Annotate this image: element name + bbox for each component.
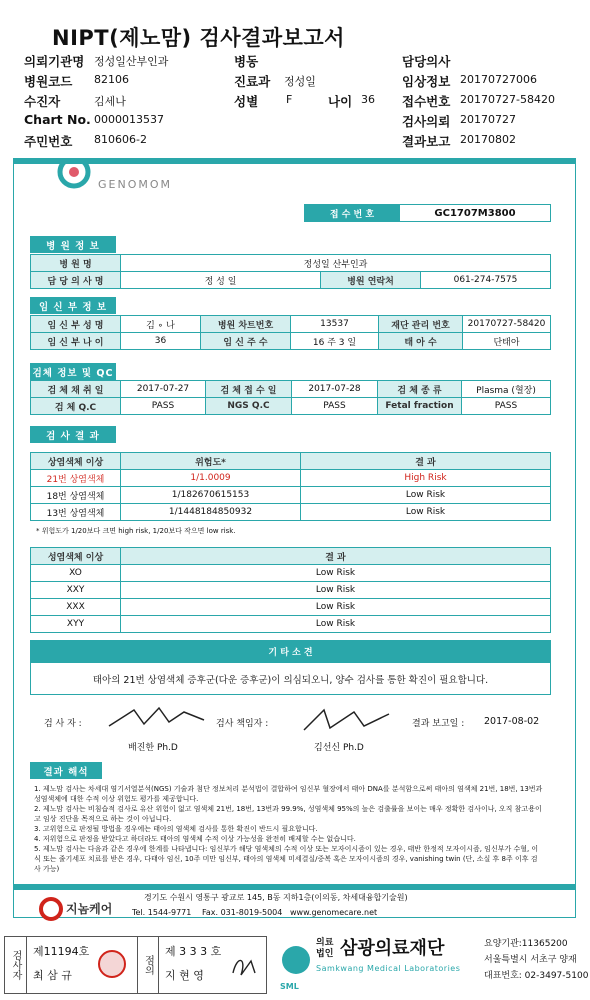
pregnant-table bbox=[30, 315, 551, 350]
pregnant-age-value: 36 bbox=[121, 333, 201, 350]
doctor-name-value: 정 성 일 bbox=[121, 272, 321, 289]
weeks-value: 16 주 3 일 bbox=[291, 333, 379, 350]
collect-label: 검 체 채 취 일 bbox=[31, 381, 121, 398]
footer-web: www.genomecare.net bbox=[290, 908, 378, 917]
footer-tel: Tel. 1544-9771 bbox=[132, 908, 192, 917]
sex-chromosome-table bbox=[30, 547, 551, 633]
interp-item-4: 4. 저위험으로 판정을 받았다고 하더라도 태아의 염색체 수적 이상 가능성을 완전히 배제할 수는 없습니다. bbox=[34, 835, 356, 843]
sex-row-xo: XO bbox=[31, 565, 121, 582]
reviewer-stamp-name: 지 현 영 bbox=[165, 969, 204, 982]
result-row-21-chromosome: 21번 상염색체 bbox=[31, 470, 121, 487]
other-findings-text: 태아의 21번 상염색체 증후군(다운 증후군)이 의심되오니, 양수 검사를 통한 확진이 필요합니다. bbox=[31, 663, 551, 695]
chart-label: 병원 차트번호 bbox=[201, 316, 291, 333]
type-label: 검 체 종 류 bbox=[378, 381, 462, 398]
doctor-label: 담당의사 bbox=[402, 54, 451, 69]
fetus-value: 단태아 bbox=[463, 333, 551, 350]
genomecare-logo-icon bbox=[38, 896, 66, 922]
interp-item-1: 1. 제노맘 검사는 차세대 염기서열분석(NGS) 기술과 첨단 정보처리 분석법이 결합하여 임신부 혈장에서 태아 DNA를 분석함으로써 태아의 염색체 21번, 18번, 13번과 성염색체에 대한 수적 이상 위험도 평가를 제공합니다. bbox=[34, 785, 543, 803]
report-date-caption: 결과 보고일 : bbox=[412, 719, 465, 729]
sex-label: 성별 bbox=[234, 94, 259, 109]
reviewer-caption: 점의 bbox=[137, 937, 159, 993]
result-row-18-result: Low Risk bbox=[301, 487, 551, 504]
ward-label: 병동 bbox=[234, 54, 259, 69]
receive-value: 2017-07-28 bbox=[292, 381, 378, 398]
type-value: Plasma (혈장) bbox=[462, 381, 551, 398]
accession-label: 접 수 번 호 bbox=[305, 205, 400, 222]
seal-icon bbox=[97, 949, 127, 979]
result-row-18-risk: 1/182670615153 bbox=[121, 487, 301, 504]
result-row-21-result: High Risk bbox=[301, 470, 551, 487]
report-sheet bbox=[13, 158, 576, 918]
collect-value: 2017-07-27 bbox=[121, 381, 206, 398]
interp-item-3: 3. 고위험으로 판정될 방법을 경우에는 태아의 염색체 검사를 통한 확진이 반드시 필요합니다. bbox=[34, 825, 318, 833]
accession-table bbox=[304, 204, 551, 222]
sex-header-abnormality: 성염색체 이상 bbox=[31, 548, 121, 565]
sml-line3: 대표번호: 02-3497-5100 bbox=[484, 971, 589, 981]
result-header-abnormality: 상염색체 이상 bbox=[31, 453, 121, 470]
responsible-name: 김선신 Ph.D bbox=[314, 743, 364, 753]
hospital-code-label: 병원코드 bbox=[24, 74, 73, 89]
foundation-label: 재단 관리 번호 bbox=[379, 316, 463, 333]
foundation-value: 20170727-58420 bbox=[463, 316, 551, 333]
hospital-name-value: 정성일산부인과 bbox=[94, 55, 169, 68]
receive-label: 검 체 접 수 일 bbox=[206, 381, 292, 398]
hospital-value: 정성일 산부인과 bbox=[121, 255, 551, 272]
sex-row-xyy-result: Low Risk bbox=[121, 616, 551, 633]
result-row-13-result: Low Risk bbox=[301, 504, 551, 521]
sml-name: 삼광의료재단 bbox=[340, 938, 445, 959]
chart-no-label: Chart No. bbox=[24, 112, 91, 127]
weeks-label: 임 신 주 수 bbox=[201, 333, 291, 350]
other-findings-table bbox=[30, 640, 551, 695]
sex-row-xyy: XYY bbox=[31, 616, 121, 633]
report-date-final: 2017-08-02 bbox=[484, 716, 540, 727]
hospital-code-value: 82106 bbox=[94, 73, 129, 86]
specimen-table bbox=[30, 380, 551, 415]
footer-address: 경기도 수원시 영통구 광교로 145, B동 지하1층(이의동, 차세대융합기술원) bbox=[144, 893, 408, 902]
sml-english: Samkwang Medical Laboratories bbox=[316, 964, 461, 973]
reviewer-signature bbox=[227, 951, 263, 981]
tester-signature bbox=[104, 704, 214, 734]
sml-logo-icon bbox=[280, 936, 312, 976]
result-row-13-risk: 1/1448184850932 bbox=[121, 504, 301, 521]
request-date-label: 검사의뢰 bbox=[402, 114, 451, 129]
section-hospital: 병 원 정 보 bbox=[30, 236, 116, 253]
pregnant-name-label: 임 신 부 성 명 bbox=[31, 316, 121, 333]
sex-row-xxx: XXX bbox=[31, 599, 121, 616]
sml-line2: 서울특별시 서초구 양재 bbox=[484, 955, 577, 965]
genomecare-brand: 지놈케어 bbox=[66, 902, 113, 916]
clinical-info-value: 20170727006 bbox=[460, 73, 537, 86]
other-findings-header: 기 타 소 견 bbox=[31, 641, 551, 663]
sex-header-result: 결 과 bbox=[121, 548, 551, 565]
genomom-logo-text: GENOMOM bbox=[98, 178, 173, 191]
hospital-label: 병 원 명 bbox=[31, 255, 121, 272]
result-row-21-risk: 1/1.0009 bbox=[121, 470, 301, 487]
section-result: 검 사 결 과 bbox=[30, 426, 116, 443]
tester-label: 검 사 자 : bbox=[44, 719, 82, 729]
chart-no-value: 0000013537 bbox=[94, 113, 164, 126]
qc-label: 검 체 Q.C bbox=[31, 398, 121, 415]
tester-stamp-name: 최 삼 규 bbox=[33, 969, 72, 982]
interp-item-2: 2. 제노맘 검사는 비침습적 검사로 유산 위험이 없고 염색체 21번, 18번, 13번과 99.9%, 성염색체 95%의 높은 검출률을 보이는 매우 정확한 검사이나, 오직 참고용이고 임상 진단을 목적으로 하는 것이 아닙니다. bbox=[34, 805, 542, 823]
result-header-risk: 위험도* bbox=[121, 453, 301, 470]
result-row-13-chromosome: 13번 상염색체 bbox=[31, 504, 121, 521]
receipt-no-value: 20170727-58420 bbox=[460, 93, 555, 106]
interpretation-text bbox=[34, 784, 544, 874]
header-info bbox=[24, 52, 576, 152]
sex-value: F bbox=[286, 93, 293, 106]
sex-row-xxy-result: Low Risk bbox=[121, 582, 551, 599]
report-date-value: 20170802 bbox=[460, 133, 516, 146]
genomom-logo bbox=[34, 164, 234, 198]
ff-label: Fetal fraction bbox=[378, 398, 462, 415]
patient-value: 김세나 bbox=[94, 95, 126, 108]
receipt-no-label: 접수번호 bbox=[402, 94, 451, 109]
section-pregnant: 임 신 부 정 보 bbox=[30, 297, 116, 314]
hospital-name-label: 의뢰기관명 bbox=[24, 54, 85, 69]
qc-value: PASS bbox=[121, 398, 206, 415]
tester-name: 배진한 Ph.D bbox=[128, 743, 178, 753]
doctor-name-label: 담 당 의 사 명 bbox=[31, 272, 121, 289]
responsible-label: 검사 책임자 : bbox=[216, 719, 269, 729]
age-label: 나이 bbox=[328, 94, 353, 109]
request-date-value: 20170727 bbox=[460, 113, 516, 126]
lab-stamp bbox=[4, 936, 267, 994]
ngs-value: PASS bbox=[292, 398, 378, 415]
result-header-result: 결 과 bbox=[301, 453, 551, 470]
responsible-signature bbox=[294, 702, 404, 736]
fetus-label: 태 아 수 bbox=[379, 333, 463, 350]
report-date-label: 결과보고 bbox=[402, 134, 451, 149]
section-interpretation: 결과 해석 bbox=[30, 762, 102, 779]
tester-license: 제11194호 bbox=[33, 945, 90, 958]
sml-brand bbox=[272, 934, 590, 996]
result-table bbox=[30, 452, 551, 521]
hospital-table bbox=[30, 254, 551, 289]
sex-row-xxx-result: Low Risk bbox=[121, 599, 551, 616]
patient-label: 수진자 bbox=[24, 94, 61, 109]
pregnant-name-value: 김 ∘ 나 bbox=[121, 316, 201, 333]
sml-line1: 요양기관:11365200 bbox=[484, 939, 568, 949]
interp-item-5: 5. 제노맘 검사는 다음과 같은 경우에 한계를 나타냅니다: 임신부가 해당 염색체의 수적 이상 또는 모자이시즘이 있는 경우, 태반 한정적 모자이시즘, 임신부가 수혈, 이식 또는 줄기세포 치료를 받은 경우, 다태아 임신, 10주 미만 임신부, 태아의 염색체 미세결실/중복 혹은 모자이시즘의 경우, vanishing twin (단, 소실 후 8주 이후 검사 가능) bbox=[34, 845, 539, 873]
risk-note: * 위험도가 1/20보다 크면 high risk, 1/20보다 작으면 low risk. bbox=[36, 527, 236, 535]
sex-row-xxy: XXY bbox=[31, 582, 121, 599]
age-value: 36 bbox=[361, 93, 375, 106]
page-title: NIPT(제노맘) 검사결과보고서 bbox=[52, 26, 345, 50]
ngs-label: NGS Q.C bbox=[206, 398, 292, 415]
pregnant-age-label: 임 신 부 나 이 bbox=[31, 333, 121, 350]
accession-value: GC1707M3800 bbox=[400, 205, 551, 222]
clinical-info-label: 임상정보 bbox=[402, 74, 451, 89]
section-specimen: 검체 정보 및 QC bbox=[30, 363, 116, 380]
reviewer-license: 제 3 3 3 호 bbox=[165, 945, 222, 958]
sex-row-xo-result: Low Risk bbox=[121, 565, 551, 582]
chart-value: 13537 bbox=[291, 316, 379, 333]
dept-value: 정성일 bbox=[284, 75, 316, 88]
resident-no-value: 810606-2 bbox=[94, 133, 147, 146]
tester-caption: 검사자 bbox=[5, 937, 27, 993]
dept-label: 진료과 bbox=[234, 74, 271, 89]
contact-label: 병원 연락처 bbox=[321, 272, 421, 289]
result-row-18-chromosome: 18번 상염색체 bbox=[31, 487, 121, 504]
sml-badge: SML bbox=[280, 982, 299, 991]
report-footer bbox=[14, 884, 575, 922]
contact-value: 061-274-7575 bbox=[421, 272, 551, 289]
sml-legal-label: 의료 법인 bbox=[316, 938, 334, 959]
ff-value: PASS bbox=[462, 398, 551, 415]
footer-fax: Fax. 031-8019-5004 bbox=[202, 908, 283, 917]
resident-no-label: 주민번호 bbox=[24, 134, 73, 149]
